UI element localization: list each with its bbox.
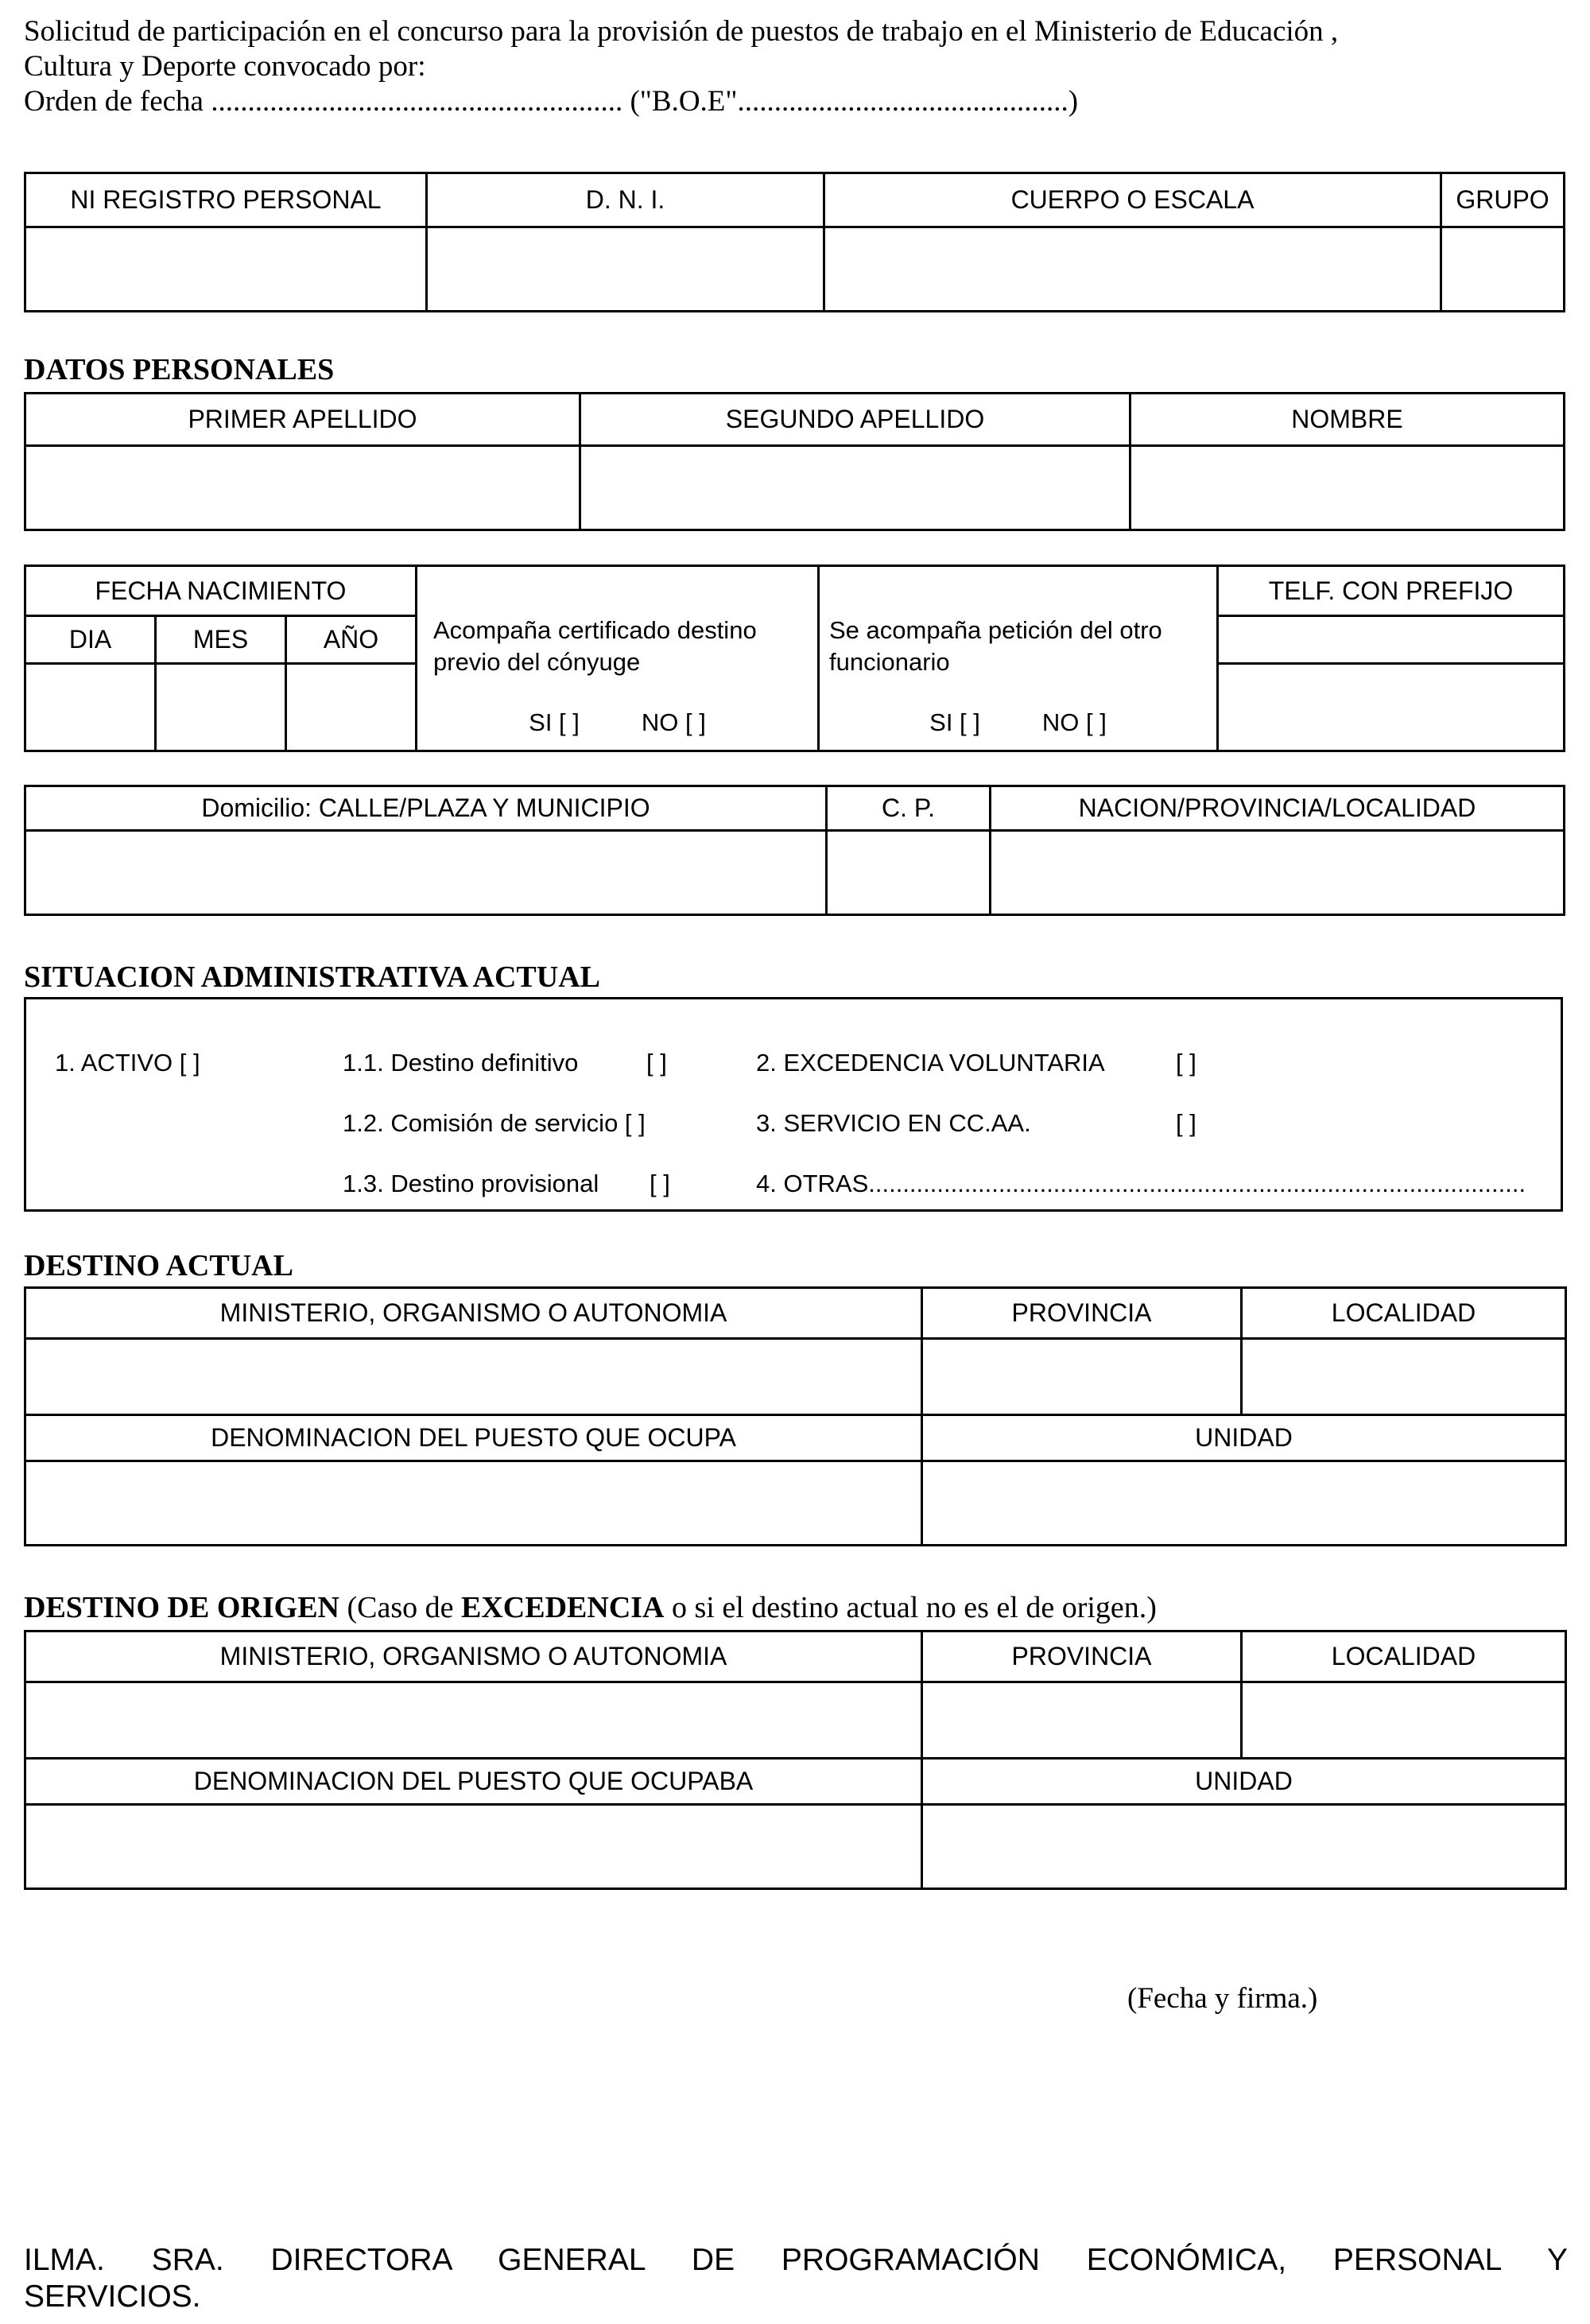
servicio-ccaa-label: 3. SERVICIO EN CC.AA. bbox=[756, 1109, 1031, 1137]
header-puesto-origen: DENOMINACION DEL PUESTO QUE OCUPABA bbox=[25, 1759, 922, 1805]
destinatario-line-2: SERVICIOS. bbox=[24, 2279, 201, 2314]
header-unidad-actual: UNIDAD bbox=[922, 1415, 1566, 1461]
header-registro-personal: NI REGISTRO PERSONAL bbox=[25, 173, 427, 227]
situacion-box bbox=[24, 997, 1563, 1212]
intro-line-2: Cultura y Deporte convocado por: bbox=[24, 50, 426, 83]
puesto-actual-field[interactable] bbox=[25, 1461, 922, 1546]
peticion-no-checkbox[interactable]: NO [ ] bbox=[1041, 708, 1107, 736]
destinatario bbox=[24, 2242, 1568, 2315]
section-title-destino-actual: DESTINO ACTUAL bbox=[24, 1249, 293, 1282]
domicilio-table bbox=[24, 785, 1565, 916]
dni-field[interactable] bbox=[427, 227, 824, 312]
header-ministerio-origen: MINISTERIO, ORGANISMO O AUTONOMIA bbox=[25, 1631, 922, 1682]
telefono-field[interactable] bbox=[1218, 664, 1565, 751]
destino-definitivo-label: 1.1. Destino definitivo bbox=[343, 1049, 579, 1077]
header-grupo: GRUPO bbox=[1441, 173, 1565, 227]
intro-text bbox=[24, 14, 1574, 119]
header-ministerio-actual: MINISTERIO, ORGANISMO O AUTONOMIA bbox=[25, 1288, 922, 1339]
destino-definitivo-checkbox[interactable]: [ ] bbox=[646, 1049, 667, 1077]
anio-field[interactable] bbox=[286, 664, 417, 751]
excedencia-voluntaria-label: 2. EXCEDENCIA VOLUNTARIA bbox=[756, 1049, 1105, 1077]
fecha-firma-label: (Fecha y firma.) bbox=[1127, 1982, 1318, 2015]
conyuge-no-checkbox[interactable]: NO [ ] bbox=[641, 708, 706, 736]
unidad-actual-field[interactable] bbox=[922, 1461, 1566, 1546]
nombre-field[interactable] bbox=[1130, 446, 1565, 530]
conyuge-cell bbox=[417, 566, 819, 751]
header-provincia-origen: PROVINCIA bbox=[922, 1631, 1242, 1682]
activo-checkbox[interactable]: 1. ACTIVO [ ] bbox=[55, 1049, 200, 1077]
header-cuerpo-escala: CUERPO O ESCALA bbox=[824, 173, 1441, 227]
header-localidad-actual: LOCALIDAD bbox=[1242, 1288, 1566, 1339]
registro-table bbox=[24, 172, 1565, 312]
localidad-origen-field[interactable] bbox=[1242, 1682, 1566, 1759]
excedencia-voluntaria-checkbox[interactable]: [ ] bbox=[1176, 1049, 1196, 1077]
datos-personales-table bbox=[24, 392, 1565, 531]
header-nombre: NOMBRE bbox=[1130, 394, 1565, 446]
header-nacion-provincia: NACION/PROVINCIA/LOCALIDAD bbox=[991, 786, 1565, 831]
peticion-si-checkbox[interactable]: SI [ ] bbox=[929, 708, 980, 736]
registro-personal-field[interactable] bbox=[25, 227, 427, 312]
domicilio-field[interactable] bbox=[25, 831, 827, 915]
destino-provisional-label: 1.3. Destino provisional bbox=[343, 1170, 599, 1197]
header-unidad-origen: UNIDAD bbox=[922, 1759, 1566, 1805]
header-dni: D. N. I. bbox=[427, 173, 824, 227]
cp-field[interactable] bbox=[827, 831, 991, 915]
cuerpo-escala-field[interactable] bbox=[824, 227, 1441, 312]
header-dia: DIA bbox=[25, 616, 156, 664]
otras-field[interactable]: 4. OTRAS................................................................................................ bbox=[756, 1170, 1526, 1197]
destino-origen-title: DESTINO DE ORIGEN bbox=[24, 1591, 339, 1624]
destino-actual-table bbox=[24, 1286, 1567, 1546]
mes-field[interactable] bbox=[156, 664, 286, 751]
nacimiento-table bbox=[24, 565, 1565, 752]
conyuge-text: Acompaña certificado destino previo del cónyuge bbox=[433, 616, 757, 676]
header-mes: MES bbox=[156, 616, 286, 664]
destino-provisional-checkbox[interactable]: [ ] bbox=[650, 1170, 670, 1197]
localidad-actual-field[interactable] bbox=[1242, 1339, 1566, 1415]
ministerio-actual-field[interactable] bbox=[25, 1339, 922, 1415]
provincia-actual-field[interactable] bbox=[922, 1339, 1242, 1415]
header-cp: C. P. bbox=[827, 786, 991, 831]
segundo-apellido-field[interactable] bbox=[580, 446, 1130, 530]
destino-origen-note-excedencia: EXCEDENCIA bbox=[461, 1591, 665, 1624]
destinatario-line-1: ILMA. SRA. DIRECTORA GENERAL DE PROGRAMACIÓN ECONÓMICA, PERSONAL Y bbox=[24, 2243, 1568, 2277]
destino-origen-table bbox=[24, 1630, 1567, 1890]
section-title-situacion: SITUACION ADMINISTRATIVA ACTUAL bbox=[24, 960, 600, 994]
telefono-field-top[interactable] bbox=[1218, 616, 1565, 664]
header-puesto-actual: DENOMINACION DEL PUESTO QUE OCUPA bbox=[25, 1415, 922, 1461]
unidad-origen-field[interactable] bbox=[922, 1805, 1566, 1889]
puesto-origen-field[interactable] bbox=[25, 1805, 922, 1889]
nacion-provincia-field[interactable] bbox=[991, 831, 1565, 915]
peticion-text: Se acompaña petición del otro funcionario bbox=[829, 616, 1162, 676]
header-domicilio: Domicilio: CALLE/PLAZA Y MUNICIPIO bbox=[25, 786, 827, 831]
peticion-cell bbox=[819, 566, 1218, 751]
header-localidad-origen: LOCALIDAD bbox=[1242, 1631, 1566, 1682]
header-provincia-actual: PROVINCIA bbox=[922, 1288, 1242, 1339]
conyuge-si-checkbox[interactable]: SI [ ] bbox=[529, 708, 580, 736]
grupo-field[interactable] bbox=[1441, 227, 1565, 312]
servicio-ccaa-checkbox[interactable]: [ ] bbox=[1176, 1109, 1196, 1137]
dia-field[interactable] bbox=[25, 664, 156, 751]
primer-apellido-field[interactable] bbox=[25, 446, 580, 530]
header-telefono: TELF. CON PREFIJO bbox=[1218, 566, 1565, 616]
section-title-datos-personales: DATOS PERSONALES bbox=[24, 353, 335, 386]
header-anio: AÑO bbox=[286, 616, 417, 664]
comision-servicio-checkbox[interactable]: 1.2. Comisión de servicio [ ] bbox=[343, 1109, 646, 1137]
header-primer-apellido: PRIMER APELLIDO bbox=[25, 394, 580, 446]
section-title-destino-origen bbox=[24, 1590, 1157, 1625]
intro-line-1: Solicitud de participación en el concurso para la provisión de puestos de trabajo en el Ministerio de Educación , bbox=[24, 15, 1339, 48]
destino-origen-note-2: o si el destino actual no es el de origen.) bbox=[664, 1591, 1157, 1624]
header-fecha-nacimiento: FECHA NACIMIENTO bbox=[25, 566, 417, 616]
intro-line-3: Orden de fecha ........................................................ ("B.O.E".............................................) bbox=[24, 85, 1079, 118]
header-segundo-apellido: SEGUNDO APELLIDO bbox=[580, 394, 1130, 446]
ministerio-origen-field[interactable] bbox=[25, 1682, 922, 1759]
destino-origen-note-1: (Caso de bbox=[339, 1591, 462, 1624]
provincia-origen-field[interactable] bbox=[922, 1682, 1242, 1759]
